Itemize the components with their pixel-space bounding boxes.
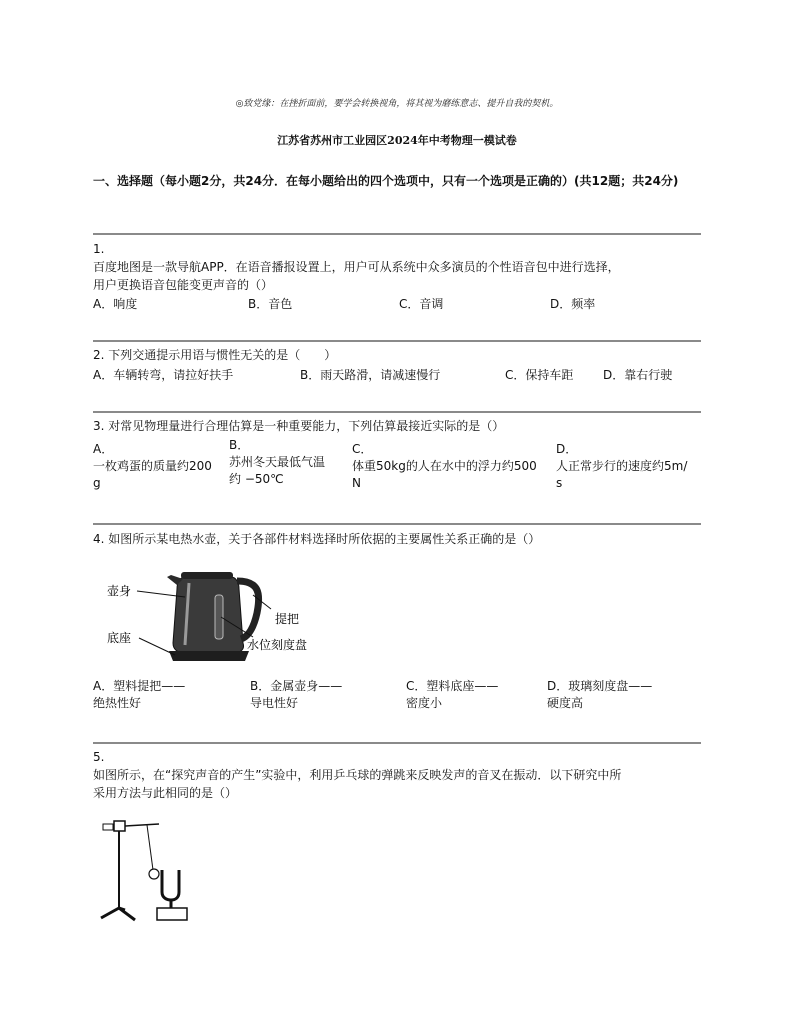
option-a[interactable]: A．车辆转弯，请拉好扶手 xyxy=(93,368,234,382)
option-text: C．塑料底座—— xyxy=(406,679,499,693)
question-4 xyxy=(93,530,703,548)
pendulum-string xyxy=(147,825,153,870)
option-b[interactable]: B．音色 xyxy=(248,297,293,311)
option-text: 苏州冬天最低气温 xyxy=(229,455,326,469)
motto-text: ◎致党缘：在挫折面前，要学会转换视角，将其视为磨练意志、提升自我的契机。 xyxy=(235,99,559,109)
option-letter: B． xyxy=(229,438,250,452)
clamp-screw xyxy=(103,824,113,830)
option-text: 密度小 xyxy=(406,696,443,710)
option-text: N xyxy=(352,476,361,490)
tuning-fork-figure xyxy=(95,812,215,924)
question-number: 1. xyxy=(93,242,105,256)
divider xyxy=(93,411,701,413)
divider xyxy=(93,523,701,525)
question-text: 百度地图是一款导航APP．在语音播报设置上，用户可从系统中众多演员的个性语音包中进行选择， xyxy=(93,260,620,274)
option-text: 体重50kg的人在水中的浮力约500 xyxy=(352,459,537,473)
option-text: D．玻璃刻度盘—— xyxy=(547,679,653,693)
option-text: 一枚鸡蛋的质量约200 xyxy=(93,459,212,473)
label-gauge: 水位刻度盘 xyxy=(247,638,308,652)
option-a[interactable] xyxy=(93,441,228,492)
option-d[interactable] xyxy=(556,441,706,492)
option-b[interactable]: B．雨天路滑，请减速慢行 xyxy=(300,368,441,382)
option-c[interactable] xyxy=(352,441,557,492)
kettle-figure xyxy=(93,565,333,665)
section-heading: 一、选择题（每小题2分，共24分．在每小题给出的四个选项中，只有一个选项是正确的）(共12题；共24分) xyxy=(93,174,679,188)
question-text: 3. 对常见物理量进行合理估算是一种重要能力，下列估算最接近实际的是（） xyxy=(93,419,505,433)
question-number: 5. xyxy=(93,750,105,764)
option-text: g xyxy=(93,476,101,490)
option-d[interactable]: D．频率 xyxy=(550,297,596,311)
option-c[interactable] xyxy=(406,678,498,712)
option-text: s xyxy=(556,476,563,490)
kettle-base-shape xyxy=(169,651,249,661)
question-5 xyxy=(93,748,703,802)
question-text: 采用方法与此相同的是（） xyxy=(93,786,238,800)
kettle-lid xyxy=(181,572,233,579)
option-d[interactable]: D．靠右行驶 xyxy=(603,368,673,382)
question-1 xyxy=(93,240,703,294)
stand-base xyxy=(101,908,135,920)
divider xyxy=(93,233,701,235)
option-text: 绝热性好 xyxy=(93,696,142,710)
question-text: 用户更换语音包能变更声音的（） xyxy=(93,278,274,292)
question-3 xyxy=(93,417,703,435)
option-d[interactable] xyxy=(547,678,652,712)
option-text: A．塑料提把—— xyxy=(93,679,186,693)
option-text: 导电性好 xyxy=(250,696,299,710)
option-a[interactable]: A．响度 xyxy=(93,297,138,311)
label-body: 壶身 xyxy=(107,584,132,598)
option-b[interactable] xyxy=(250,678,342,712)
label-handle: 提把 xyxy=(275,612,300,626)
kettle-body-shape xyxy=(173,577,244,653)
question-text: 如图所示，在“探究声音的产生”实验中，利用乒乓球的弹跳来反映发声的音叉在振动．以下研究中所 xyxy=(93,768,622,782)
stand-arm xyxy=(125,824,159,826)
option-text: 约 −50℃ xyxy=(229,472,284,486)
option-c[interactable]: C．音调 xyxy=(399,297,444,311)
option-letter: C． xyxy=(352,442,373,456)
question-text: 2. 下列交通提示用语与惯性无关的是（ ） xyxy=(93,348,337,362)
resonance-box xyxy=(157,908,187,920)
option-b[interactable] xyxy=(229,437,349,488)
question-text: 4. 如图所示某电热水壶，关于各部件材料选择时所依据的主要属性关系正确的是（） xyxy=(93,532,541,546)
question-2 xyxy=(93,346,703,364)
option-text: B．金属壶身—— xyxy=(250,679,343,693)
option-text: 人正常步行的速度约5m/ xyxy=(556,459,688,473)
label-base: 底座 xyxy=(107,631,132,645)
tuning-fork xyxy=(162,870,179,900)
option-letter: D． xyxy=(556,442,578,456)
option-letter: A． xyxy=(93,442,114,456)
option-text: 硬度高 xyxy=(547,696,584,710)
ping-pong-ball xyxy=(149,869,159,879)
exam-title: 江苏省苏州市工业园区2024年中考物理一模试卷 xyxy=(277,134,517,147)
option-c[interactable]: C．保持车距 xyxy=(505,368,574,382)
option-a[interactable] xyxy=(93,678,185,712)
leader-line xyxy=(139,638,175,655)
divider xyxy=(93,340,701,342)
divider xyxy=(93,742,701,744)
stand-clamp xyxy=(114,821,125,831)
